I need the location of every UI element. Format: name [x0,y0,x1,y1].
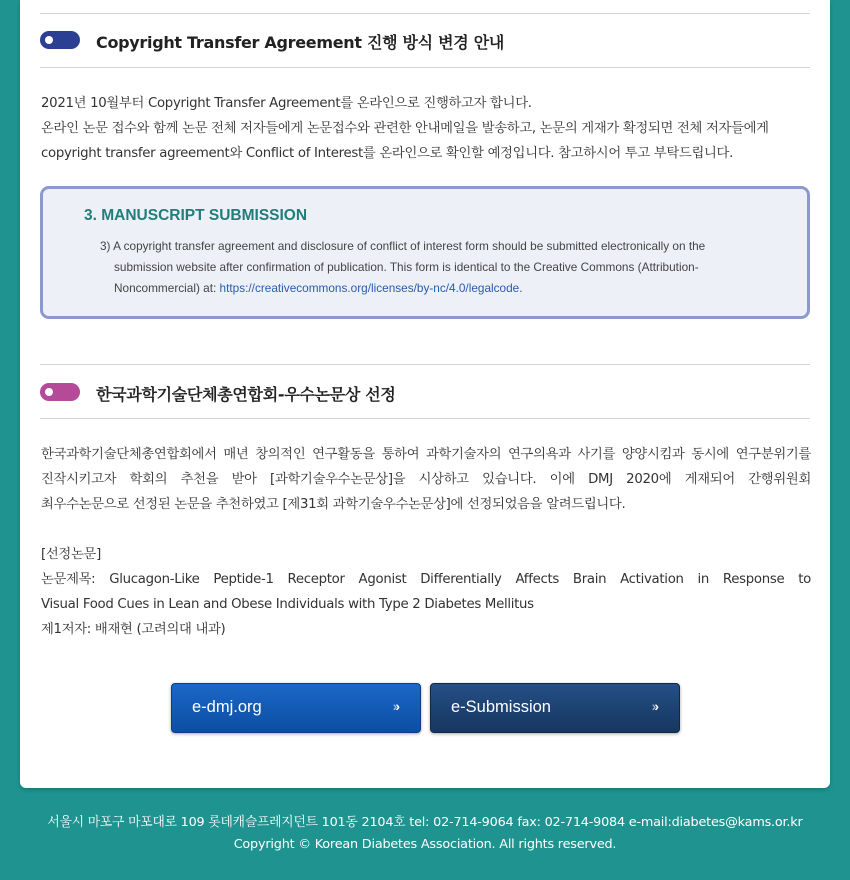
paragraph-line: 온라인 논문 접수와 함께 논문 전체 저자들에게 논문접수와 관련한 안내메일을 발송하고, 논문의 게재가 확정되면 전체 저자들에게 [41,121,769,136]
paper-title: Visual Food Cues in Lean and Obese Individuals with Type 2 Diabetes Mellitus [41,597,534,612]
paragraph-line: 한국과학기술단체총연합회에서 매년 창의적인 연구활동을 통하여 과학기술자의 연구의욕과 사기를 양양시킴과 동시에 연구분위기를 [41,447,811,462]
divider [40,13,810,14]
quote-line: submission website after confirmation of publication. This form is identical to the Creative Commons (Attribution- [114,260,699,274]
footer-address: 서울시 마포구 마포대로 109 롯데캐슬프레지던트 101동 2104호 tel: 02-714-9064 fax: 02-714-9084 e-mail:diabetes@kams.or.kr [47,815,803,830]
e-submission-button[interactable]: e-Submission ›› [430,683,680,733]
footer-copyright: Copyright © Korean Diabetes Association. All rights reserved. [233,837,617,852]
quote-line: 3) A copyright transfer agreement and disclosure of conflict of interest form should be submitted electronically on the [100,239,706,253]
content-card [20,0,830,788]
first-author: 제1저자: 배재현 (고려의대 내과) [41,622,226,637]
section-toggle-icon [40,383,80,401]
double-chevron-right-icon: ›› [392,698,398,714]
double-chevron-right-icon: ›› [651,698,657,714]
divider [40,418,810,419]
manuscript-quote-box [40,186,810,319]
paragraph-line: copyright transfer agreement와 Conflict of Interest를 온라인으로 확인할 예정입니다. 참고하시어 투고 부탁드립니다. [41,146,734,161]
paper-title: 논문제목: Glucagon-Like Peptide-1 Receptor Agonist Differentially Affects Brain Activation in Response to [41,572,811,587]
section-toggle-icon [40,31,80,49]
section-title: Copyright Transfer Agreement 진행 방식 변경 안내 [96,33,505,52]
paragraph-line: 2021년 10월부터 Copyright Transfer Agreement를 온라인으로 진행하고자 합니다. [41,96,532,111]
paragraph-line: 진작시키고자 학회의 추천을 받아 [과학기술우수논문상]을 시상하고 있습니다. 이에 DMJ 2020에 게재되어 간행위원회 [41,472,811,487]
paragraph-line: 최우수논문으로 선정된 논문을 추천하였고 [제31회 과학기술우수논문상]에 선정되었음을 알려드립니다. [41,497,626,512]
divider [40,67,810,68]
notice-paragraph [41,91,811,166]
section-title: 한국과학기술단체총연합회-우수논문상 선정 [96,385,396,404]
e-dmj-button[interactable]: e-dmj.org ›› [171,683,421,733]
quote-heading: 3. MANUSCRIPT SUBMISSION [84,207,308,224]
quote-line: Noncommercial) at: https://creativecommons.org/licenses/by-nc/4.0/legalcode. [114,281,523,295]
selected-paper-label: [선정논문] [41,547,101,562]
quote-body [100,236,780,299]
cc-license-link[interactable]: https://creativecommons.org/licenses/by-nc/4.0/legalcode [219,281,520,295]
award-paragraph [41,442,811,642]
divider [40,364,810,365]
